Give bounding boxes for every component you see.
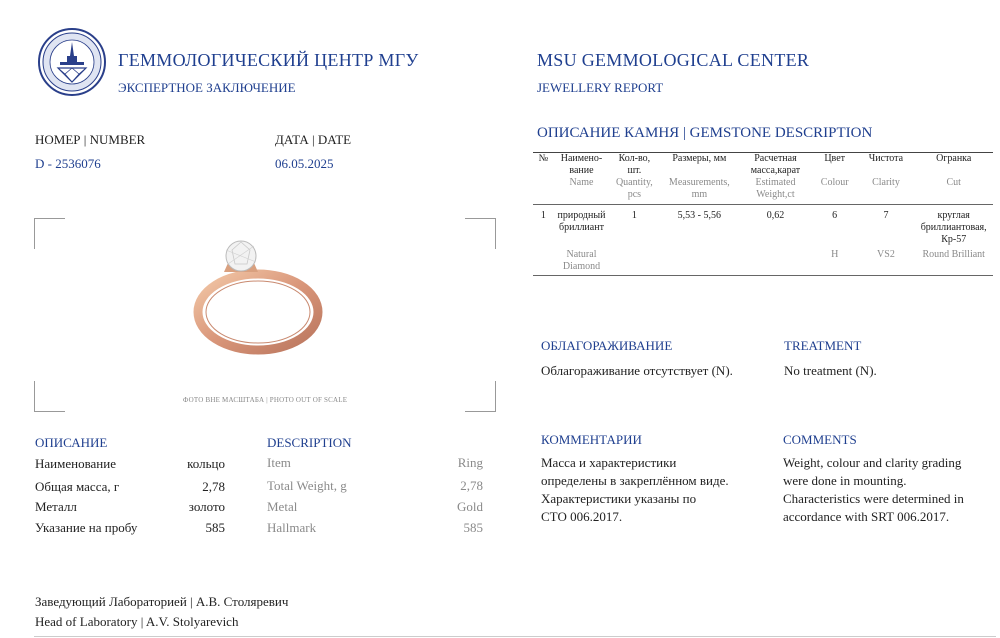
- description-en-label: Item: [267, 455, 291, 470]
- table-header-cell: Estimated Weight,ct: [739, 177, 812, 205]
- description-en-value: Gold: [457, 499, 483, 514]
- table-header-cell: Размеры, мм: [660, 153, 740, 178]
- comment-line: Characteristics were determined in: [783, 491, 964, 506]
- table-header-cell: Кол-во, шт.: [609, 153, 659, 178]
- table-cell: Round Brilliant: [914, 246, 993, 276]
- table-cell: 5,53 - 5,56: [677, 210, 722, 221]
- report-date-label: ДАТА | DATE: [275, 132, 352, 147]
- description-row: [35, 499, 225, 517]
- description-ru-value: 2,78: [202, 479, 225, 494]
- table-cell: [609, 246, 659, 276]
- description-ru-value: кольцо: [187, 456, 225, 471]
- table-cell: [660, 246, 740, 276]
- table-cell: круглая бриллиантовая, Кр-57: [920, 210, 987, 245]
- table-header-row-en: [533, 177, 993, 205]
- description-ru-label: Наименование: [35, 456, 116, 471]
- treatment-en-title: TREATMENT: [784, 338, 862, 353]
- description-row: [267, 455, 483, 473]
- table-header-cell: Colour: [812, 177, 858, 205]
- table-header-cell: Огранка: [914, 153, 993, 178]
- table-header-cell: Measurements, mm: [660, 177, 740, 205]
- description-ru-label: Металл: [35, 499, 77, 514]
- photo-out-of-scale-note: ФОТО ВНЕ МАСШТАБА | PHOTO OUT OF SCALE: [182, 396, 348, 404]
- table-cell: Natural Diamond: [554, 246, 609, 276]
- report-number-value: D - 2536076: [35, 156, 101, 171]
- ring-photo: [188, 232, 324, 356]
- table-header-cell: Цвет: [812, 153, 858, 178]
- description-ru-value: 585: [205, 520, 225, 535]
- table-header-cell: Name: [554, 177, 609, 205]
- table-cell: H: [812, 246, 858, 276]
- bottom-divider: [34, 636, 996, 637]
- table-row: [533, 205, 993, 247]
- description-ru-label: Общая масса, г: [35, 479, 120, 494]
- msu-logo-icon: [38, 28, 106, 96]
- comment-line: СТО 006.2017.: [541, 509, 623, 524]
- signature-ru: Заведующий Лабораторией | А.В. Столяревич: [35, 594, 289, 609]
- description-row: [35, 456, 225, 474]
- table-cell: 6: [832, 210, 838, 221]
- comments-ru-title: КОММЕНТАРИИ: [541, 432, 642, 447]
- description-en-label: Hallmark: [267, 520, 317, 535]
- description-en-value: 2,78: [460, 478, 483, 493]
- en-report-subtitle: JEWELLERY REPORT: [537, 80, 664, 95]
- comments-en-title: COMMENTS: [783, 432, 857, 447]
- gemstone-section-title: ОПИСАНИЕ КАМНЯ | GEMSTONE DESCRIPTION: [537, 125, 873, 141]
- description-row: [35, 479, 225, 497]
- description-en-value: Ring: [457, 455, 483, 470]
- report-date-value: 06.05.2025: [275, 156, 334, 171]
- description-row: [267, 499, 483, 517]
- comment-line: Масса и характеристики: [541, 455, 677, 470]
- report-number-label: НОМЕР | NUMBER: [35, 132, 146, 147]
- table-header-cell: Quantity, pcs: [609, 177, 659, 205]
- description-en-value: 585: [463, 520, 483, 535]
- gemstone-table: [533, 152, 993, 276]
- description-row: [35, 520, 225, 538]
- description-en-label: Metal: [267, 499, 298, 514]
- photo-frame-corner: [465, 218, 496, 249]
- table-header-cell: Чистота: [858, 153, 915, 178]
- table-header-cell: Наимено-вание: [554, 153, 609, 178]
- table-header-row: [533, 153, 993, 178]
- description-ru-title: ОПИСАНИЕ: [35, 435, 108, 450]
- description-en-label: Total Weight, g: [267, 478, 347, 493]
- comment-line: определены в закреплённом виде.: [541, 473, 729, 488]
- treatment-ru-title: ОБЛАГОРАЖИВАНИЕ: [541, 338, 673, 353]
- table-header-cell: Cut: [914, 177, 993, 205]
- table-cell: природный бриллиант: [557, 210, 606, 233]
- table-cell: 7: [883, 210, 889, 221]
- comments-en-text: [783, 454, 993, 526]
- ru-report-subtitle: ЭКСПЕРТНОЕ ЗАКЛЮЧЕНИЕ: [118, 80, 296, 95]
- treatment-ru-text: Облагораживание отсутствует (N).: [541, 363, 733, 378]
- comment-line: Weight, colour and clarity grading: [783, 455, 962, 470]
- table-header-cell: №: [533, 153, 554, 178]
- table-row-en: [533, 246, 993, 276]
- table-header-cell: Clarity: [858, 177, 915, 205]
- table-cell: 0,62: [766, 210, 785, 221]
- ru-center-title: ГЕММОЛОГИЧЕСКИЙ ЦЕНТР МГУ: [118, 50, 419, 70]
- table-cell: 1: [540, 210, 546, 221]
- table-header-cell: [533, 177, 554, 205]
- photo-frame-corner: [34, 218, 65, 249]
- table-cell: VS2: [858, 246, 915, 276]
- description-en-title: DESCRIPTION: [267, 435, 352, 450]
- description-ru-value: золото: [188, 499, 225, 514]
- description-ru-label: Указание на пробу: [35, 520, 138, 535]
- en-center-title: MSU GEMMOLOGICAL CENTER: [537, 50, 810, 70]
- comment-line: were done in mounting.: [783, 473, 907, 488]
- table-header-cell: Расчетная масса,карат: [739, 153, 812, 178]
- table-cell: [739, 246, 812, 276]
- treatment-en-text: No treatment (N).: [784, 363, 877, 378]
- description-row: [267, 478, 483, 496]
- description-row: [267, 520, 483, 538]
- signature-en: Head of Laboratory | A.V. Stolyarevich: [35, 614, 239, 629]
- table-cell: 1: [631, 210, 637, 221]
- comment-line: accordance with SRT 006.2017.: [783, 509, 950, 524]
- comment-line: Характеристики указаны по: [541, 491, 697, 506]
- comments-ru-text: [541, 454, 761, 526]
- table-cell: [533, 246, 554, 276]
